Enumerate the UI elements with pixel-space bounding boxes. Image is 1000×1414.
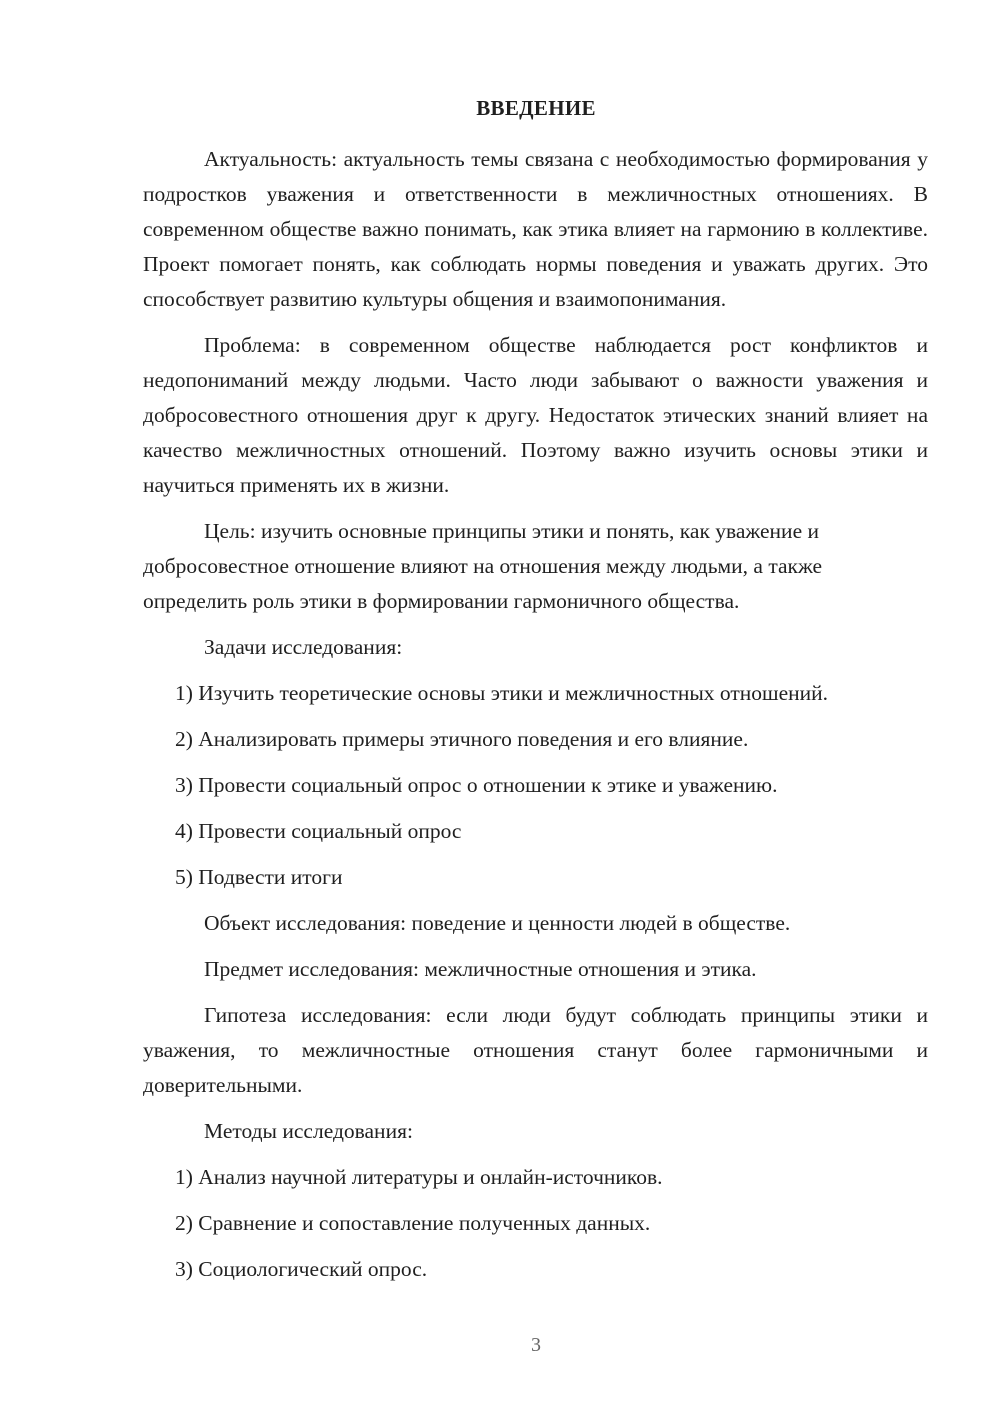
method-item: 1) Анализ научной литературы и онлайн-источников. — [175, 1165, 663, 1189]
method-item: 3) Социологический опрос. — [175, 1257, 428, 1281]
task-item: 4) Провести социальный опрос — [175, 819, 462, 843]
problem-paragraph: Проблема: в современном обществе наблюдается рост конфликтов и недопониманий между людьми. Часто люди забывают о важности уважения и добросовестного отношения друг к другу. Недостаток этических знаний влияет на качество межличностных отношений. Поэтому важно изучить основы этики и научиться применять их в жизни. — [143, 333, 928, 497]
goal-paragraph: Цель: изучить основные принципы этики и понять, как уважение и добросовестное отношение влияют на отношения между людьми, а также определить роль этики в формировании гармоничного общества. — [143, 519, 823, 613]
relevance-paragraph: Актуальность: актуальность темы связана с необходимостью формирования у подростков уважения и ответственности в межличностных отношениях. В современном обществе важно понимать, как этика влияет на гармонию в коллективе. Проект помогает понять, как соблюдать нормы поведения и уважать других. Это способствует развитию культуры общения и взаимопонимания. — [143, 147, 928, 311]
page-title: ВВЕДЕНИЕ — [476, 96, 596, 120]
tasks-list — [143, 676, 928, 895]
task-item: 5) Подвести итоги — [175, 865, 343, 889]
research-object: Объект исследования: поведение и ценности людей в обществе. — [204, 911, 791, 935]
methods-heading: Методы исследования: — [204, 1119, 413, 1143]
task-item: 3) Провести социальный опрос о отношении к этике и уважению. — [175, 773, 778, 797]
method-item: 2) Сравнение и сопоставление полученных данных. — [175, 1211, 651, 1235]
task-item: 1) Изучить теоретические основы этики и межличностных отношений. — [175, 681, 829, 705]
task-item: 2) Анализировать примеры этичного поведения и его влияние. — [175, 727, 749, 751]
tasks-heading: Задачи исследования: — [204, 635, 403, 659]
hypothesis-paragraph: Гипотеза исследования: если люди будут соблюдать принципы этики и уважения, то межличностные отношения станут более гармоничными и доверительными. — [143, 1003, 928, 1097]
page-number: 3 — [531, 1334, 541, 1356]
document-body — [143, 142, 928, 1298]
research-subject: Предмет исследования: межличностные отношения и этика. — [204, 957, 757, 981]
methods-list — [143, 1160, 928, 1287]
